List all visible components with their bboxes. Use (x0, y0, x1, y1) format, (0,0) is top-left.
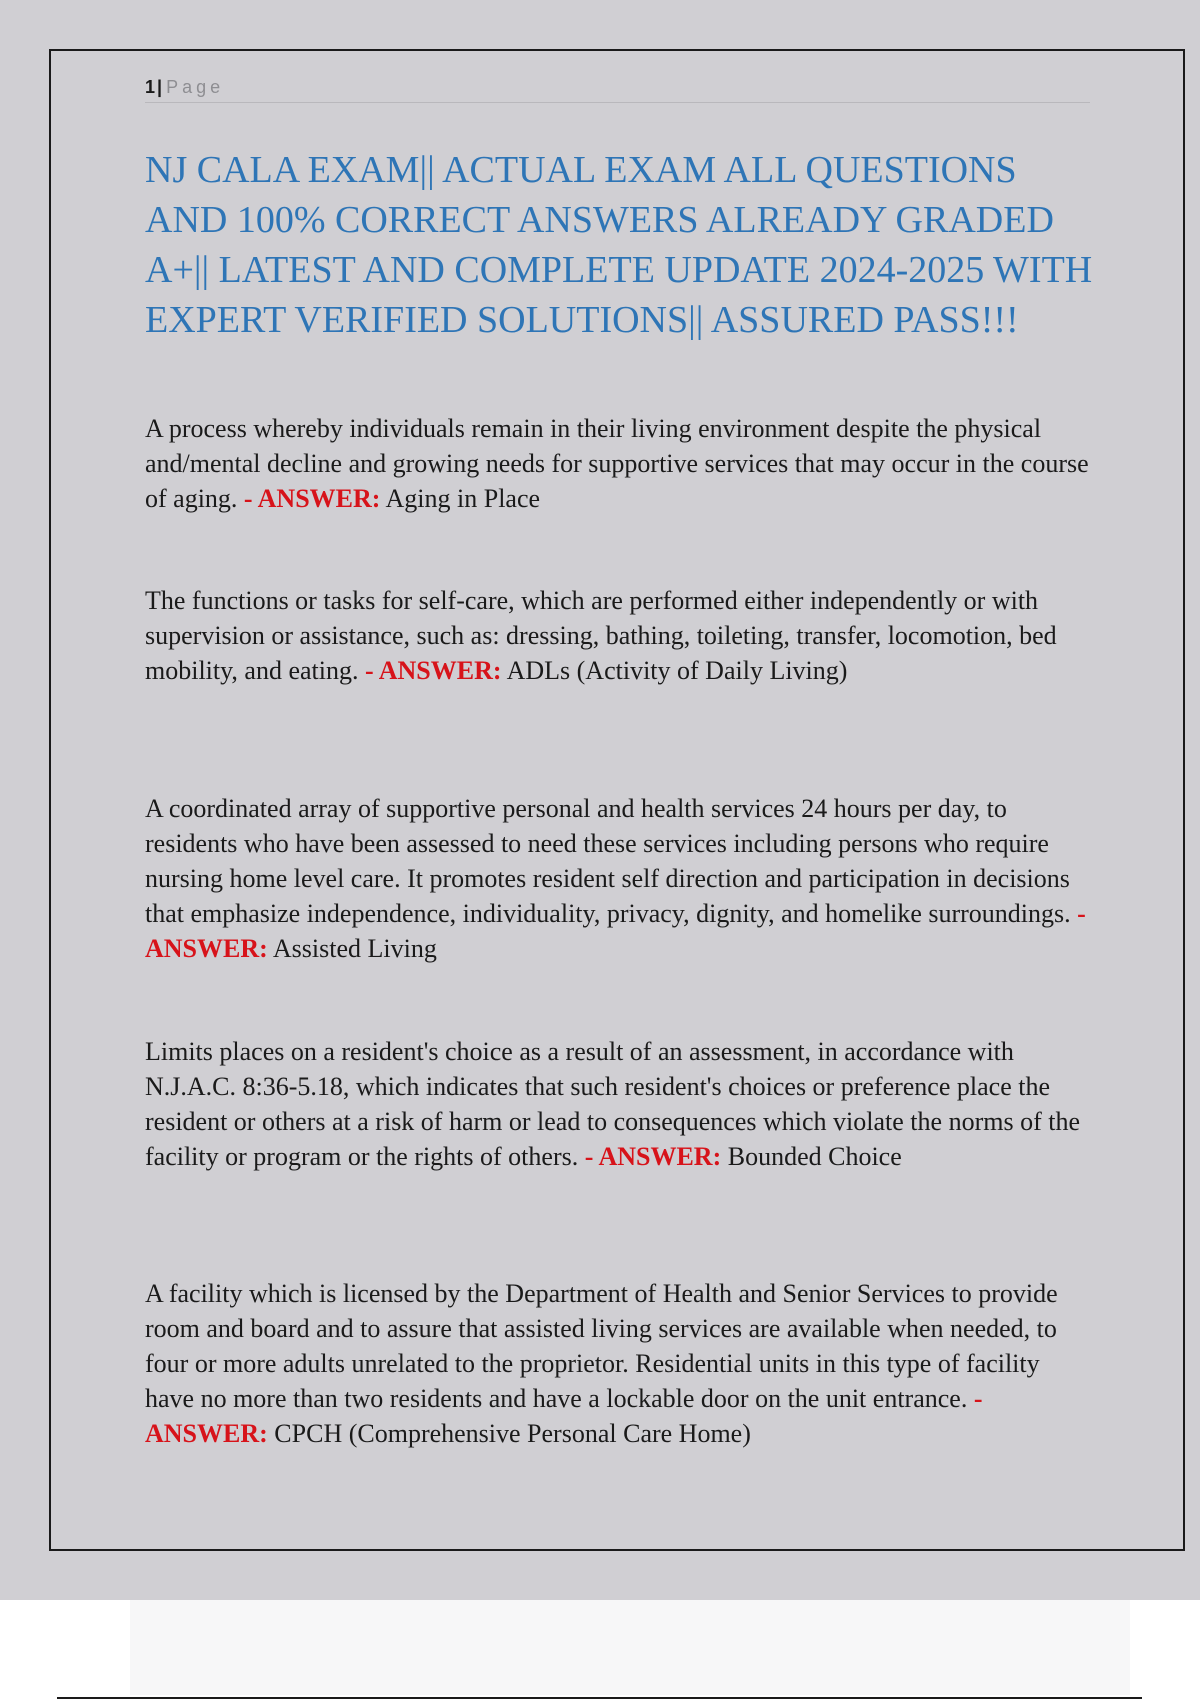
document-title: NJ CALA EXAM|| ACTUAL EXAM ALL QUESTIONS AND 100% CORRECT ANSWERS ALREADY GRADED A+|| LATEST AND COMPLETE UPDATE 2024-2025 WITH EXPERT VERIFIED SOLUTIONS|| ASSURED PASS!!! (145, 149, 1093, 341)
qa-item-assisted-living (145, 791, 1095, 966)
next-page-rule (57, 1697, 1142, 1699)
answer-marker: - ANSWER: (243, 484, 381, 513)
answer-text: Aging in Place (385, 484, 541, 513)
question-text: A facility which is licensed by the Department of Health and Senior Services to provide room and board and to assure that assisted living services are available when needed, to four or more adults unrelated to the proprietor. Residential units in this type of facility have no more than two residents and have a lockable door on the unit entrance. (145, 1279, 1058, 1413)
answer-text: ADLs (Activity of Daily Living) (506, 656, 848, 685)
answer-marker: - ANSWER: (365, 656, 502, 685)
answer-text: CPCH (Comprehensive Personal Care Home) (274, 1419, 751, 1448)
page-label: Page (166, 77, 225, 97)
question-text: The functions or tasks for self-care, which are performed either independently or with supervision or assistance, such as: dressing, bathing, toileting, transfer, locomotion, bed mobility, and eating. (145, 586, 1057, 685)
question-text: A coordinated array of supportive personal and health services 24 hours per day, to residents who have been assessed to need these services including persons who require nursing home level care. It promotes resident self direction and participation in decisions that emphasize independence, individuality, privacy, dignity, and homelike surroundings. (145, 794, 1071, 928)
answer-marker: - ANSWER: (584, 1142, 722, 1171)
answer-text: Assisted Living (272, 934, 437, 963)
next-page-preview (130, 1600, 1130, 1695)
qa-item-aging-in-place (145, 411, 1095, 516)
question-text: A process whereby individuals remain in their living environment despite the physical and/mental decline and growing needs for supportive services that may occur in the course of aging. (145, 414, 1089, 513)
qa-item-cpch (145, 1276, 1095, 1451)
page-header (145, 72, 1090, 103)
page-separator: | (157, 77, 163, 97)
question-text: Limits places on a resident's choice as a result of an assessment, in accordance with N.J.A.C. 8:36-5.18, which indicates that such resident's choices or preference place the resident or others at a risk of harm or lead to consequences which violate the norms of the facility or program or the rights of others. (145, 1037, 1080, 1171)
qa-item-adls (145, 583, 1095, 688)
answer-marker: - ANSWER: (145, 899, 1086, 963)
page-number: 1 (145, 77, 156, 97)
answer-marker: - ANSWER: (145, 1384, 983, 1448)
qa-item-bounded-choice (145, 1034, 1095, 1174)
answer-text: Bounded Choice (727, 1142, 902, 1171)
